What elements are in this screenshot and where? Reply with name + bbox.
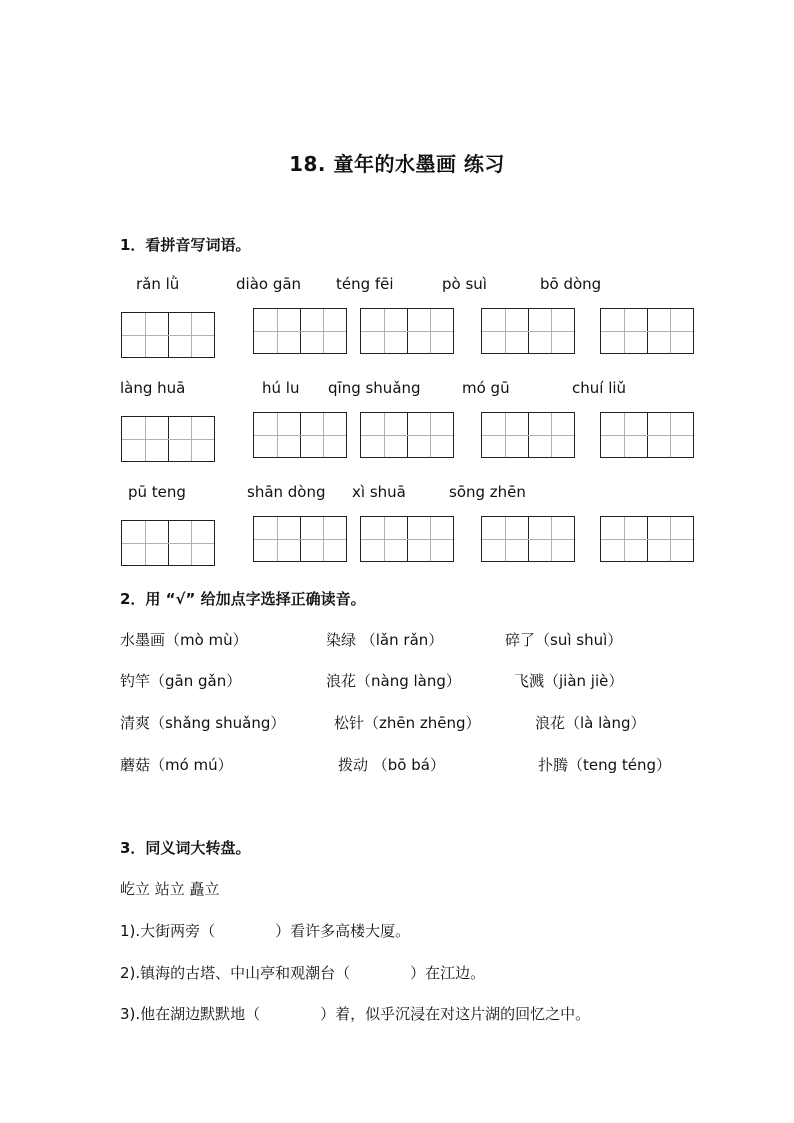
pinyin-r1-3: téng fēi: [336, 275, 394, 293]
sentence-3: [120, 1003, 590, 1024]
sentence-1-before: 1).大街两旁（: [120, 922, 216, 940]
page-title: 18. 童年的水墨画 练习: [289, 152, 505, 176]
sentence-1: [120, 920, 410, 941]
writing-box-r1-1[interactable]: [121, 312, 215, 358]
writing-box-r1-2[interactable]: [253, 308, 347, 354]
question-1-heading: 1．看拼音写词语。: [120, 236, 251, 254]
writing-box-r3-4[interactable]: [481, 516, 575, 562]
writing-box-r2-2[interactable]: [253, 412, 347, 458]
writing-box-r3-5[interactable]: [600, 516, 694, 562]
reading-choice-r3-2[interactable]: 松针（zhēn zhēng）: [334, 714, 481, 732]
writing-box-r2-3[interactable]: [360, 412, 454, 458]
pinyin-r1-2: diào gān: [236, 275, 302, 293]
reading-choice-r3-3[interactable]: 浪花（là làng）: [535, 714, 646, 732]
writing-box-r2-4[interactable]: [481, 412, 575, 458]
question-2-heading: 2．用 “√” 给加点字选择正确读音。: [120, 590, 366, 608]
pinyin-r3-4: sōng zhēn: [449, 483, 526, 501]
pinyin-r1-4: pò suì: [442, 275, 487, 293]
pinyin-r2-3: qīng shuǎng: [328, 379, 421, 397]
sentence-2: [120, 962, 485, 983]
sentence-2-after: ）在江边。: [410, 964, 486, 982]
pinyin-r2-2: hú lu: [262, 379, 300, 397]
reading-choice-r2-1[interactable]: 钓竿（gān gǎn）: [120, 672, 242, 690]
pinyin-r2-1: làng huā: [120, 379, 186, 397]
sentence-2-before: 2).镇海的古塔、中山亭和观潮台（: [120, 964, 351, 982]
question-3-heading: 3．同义词大转盘。: [120, 839, 251, 857]
reading-choice-r3-1[interactable]: 清爽（shǎng shuǎng）: [120, 714, 286, 732]
sentence-3-before: 3).他在湖边默默地（: [120, 1005, 261, 1023]
reading-choice-r1-1[interactable]: 水墨画（mò mù）: [120, 631, 248, 649]
writing-box-r3-3[interactable]: [360, 516, 454, 562]
pinyin-r3-1: pū teng: [128, 483, 186, 501]
writing-box-r1-5[interactable]: [600, 308, 694, 354]
pinyin-r1-1: rǎn lǜ: [136, 275, 180, 293]
reading-choice-r4-1[interactable]: 蘑菇（mó mú）: [120, 756, 233, 774]
synonym-word-list: 屹立 站立 矗立: [120, 880, 220, 898]
sentence-1-after: ）看许多高楼大厦。: [275, 922, 411, 940]
reading-choice-r1-2[interactable]: 染绿 （lǎn rǎn）: [326, 631, 444, 649]
reading-choice-r2-3[interactable]: 飞溅（jiàn jiè）: [514, 672, 624, 690]
pinyin-r1-5: bō dòng: [540, 275, 602, 293]
pinyin-r3-2: shān dòng: [247, 483, 326, 501]
pinyin-r2-5: chuí liǔ: [572, 379, 627, 397]
writing-box-r2-1[interactable]: [121, 416, 215, 462]
writing-box-r2-5[interactable]: [600, 412, 694, 458]
pinyin-r2-4: mó gū: [462, 379, 510, 397]
writing-box-r1-3[interactable]: [360, 308, 454, 354]
sentence-3-after: ）着，似乎沉浸在对这片湖的回忆之中。: [320, 1005, 591, 1023]
reading-choice-r4-2[interactable]: 拨动 （bō bá）: [338, 756, 445, 774]
reading-choice-r1-3[interactable]: 碎了（suì shuì）: [505, 631, 623, 649]
writing-box-r3-1[interactable]: [121, 520, 215, 566]
writing-box-r1-4[interactable]: [481, 308, 575, 354]
reading-choice-r2-2[interactable]: 浪花（nàng làng）: [326, 672, 461, 690]
writing-box-r3-2[interactable]: [253, 516, 347, 562]
reading-choice-r4-3[interactable]: 扑腾（teng téng）: [538, 756, 672, 774]
pinyin-r3-3: xì shuā: [352, 483, 406, 501]
